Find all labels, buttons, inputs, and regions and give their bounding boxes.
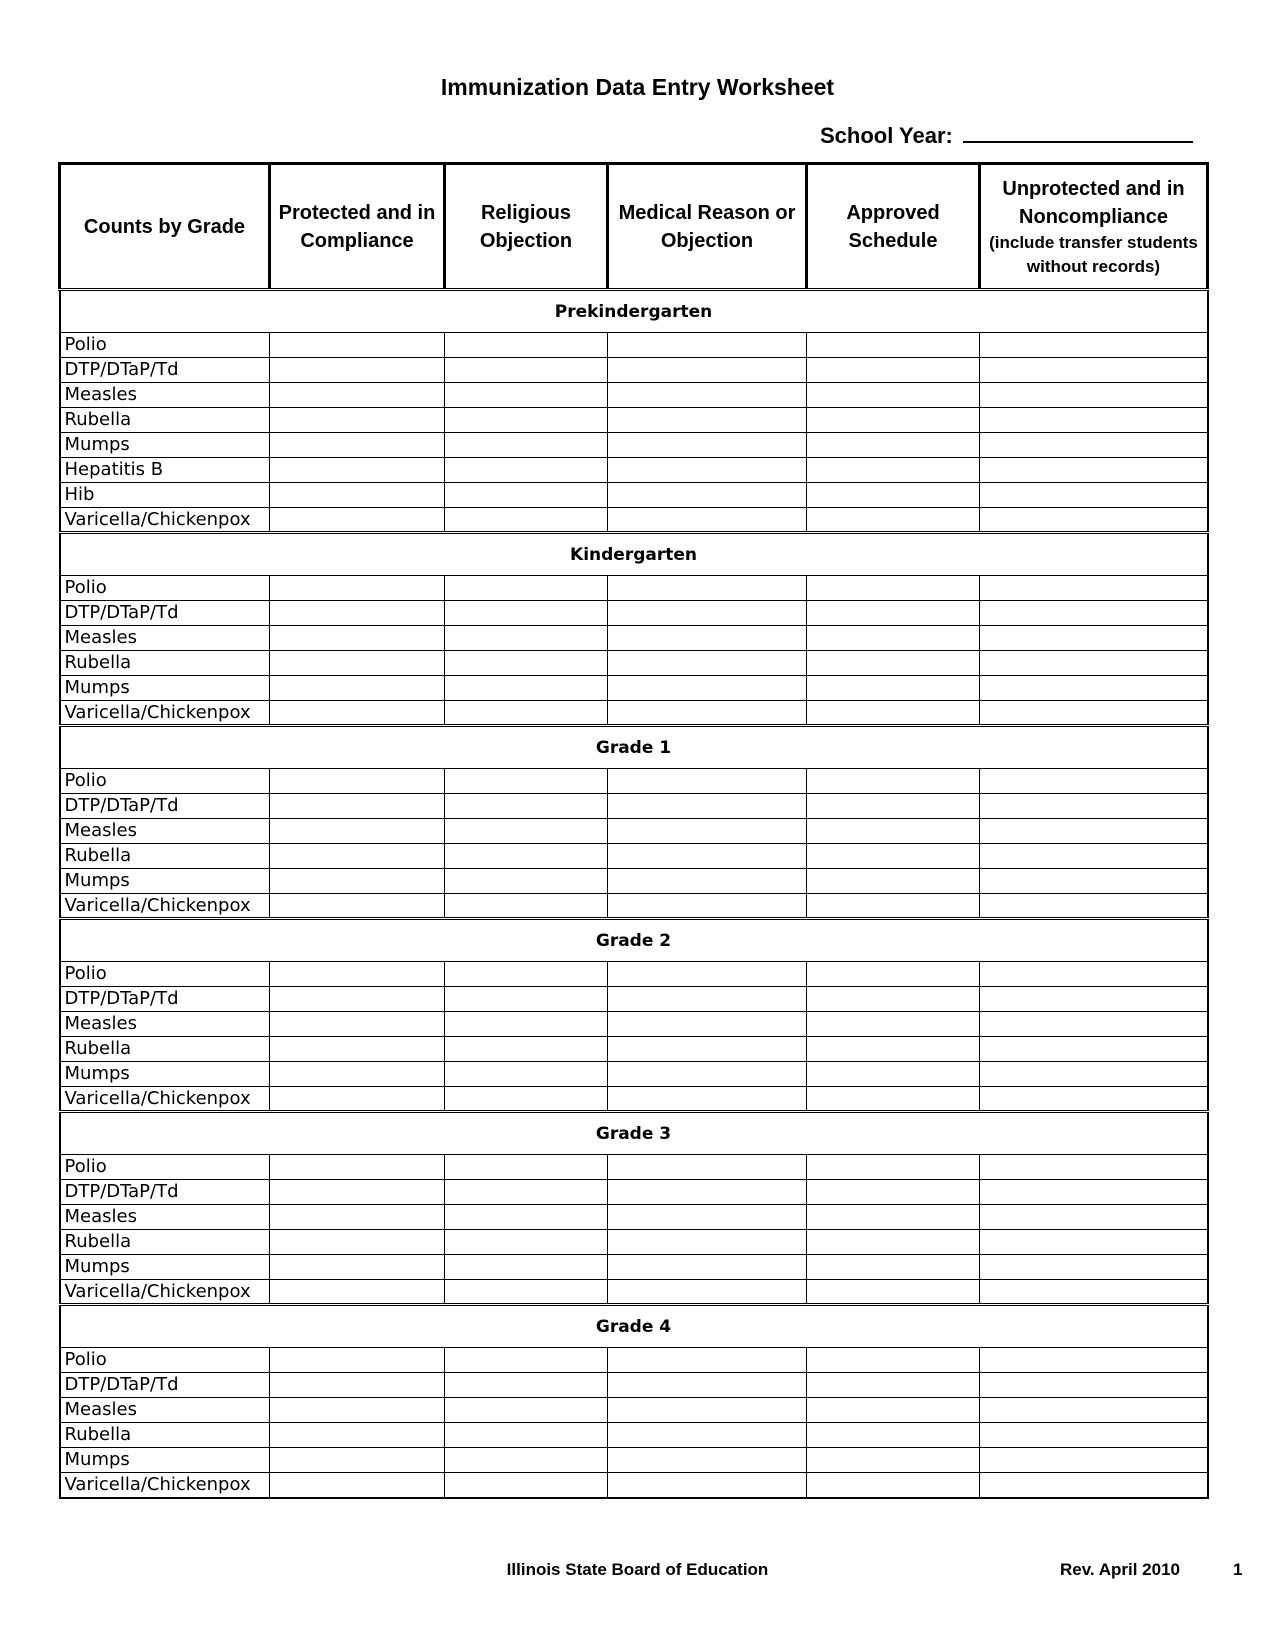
count-entry-cell[interactable] xyxy=(270,1423,445,1448)
table-row xyxy=(60,1348,1208,1373)
vaccine-label: DTP/DTaP/Td xyxy=(60,794,270,819)
count-entry-cell[interactable] xyxy=(445,358,608,383)
count-entry-cell[interactable] xyxy=(445,701,608,726)
vaccine-label: Polio xyxy=(60,1155,270,1180)
count-entry-cell[interactable] xyxy=(807,1348,980,1373)
vaccine-label: Polio xyxy=(60,962,270,987)
count-entry-cell[interactable] xyxy=(270,1255,445,1280)
count-entry-cell[interactable] xyxy=(807,483,980,508)
count-entry-cell[interactable] xyxy=(807,1398,980,1423)
vaccine-label: Varicella/Chickenpox xyxy=(60,894,270,919)
table-row xyxy=(60,794,1208,819)
table-row xyxy=(60,1280,1208,1305)
section-header-row xyxy=(60,533,1208,576)
vaccine-label: Polio xyxy=(60,333,270,358)
count-entry-cell[interactable] xyxy=(445,1280,608,1305)
school-year-blank[interactable] xyxy=(963,121,1193,143)
count-entry-cell[interactable] xyxy=(608,1155,807,1180)
count-entry-cell[interactable] xyxy=(980,1087,1208,1112)
vaccine-label: Rubella xyxy=(60,1037,270,1062)
count-entry-cell[interactable] xyxy=(807,508,980,533)
count-entry-cell[interactable] xyxy=(807,1448,980,1473)
vaccine-label: Varicella/Chickenpox xyxy=(60,1087,270,1112)
count-entry-cell[interactable] xyxy=(270,383,445,408)
count-entry-cell[interactable] xyxy=(608,987,807,1012)
table-row xyxy=(60,408,1208,433)
table-row xyxy=(60,1255,1208,1280)
table-row xyxy=(60,987,1208,1012)
count-entry-cell[interactable] xyxy=(608,1012,807,1037)
count-entry-cell[interactable] xyxy=(270,676,445,701)
vaccine-label: DTP/DTaP/Td xyxy=(60,358,270,383)
count-entry-cell[interactable] xyxy=(980,483,1208,508)
count-entry-cell[interactable] xyxy=(608,433,807,458)
vaccine-label: DTP/DTaP/Td xyxy=(60,987,270,1012)
count-entry-cell[interactable] xyxy=(445,1037,608,1062)
count-entry-cell[interactable] xyxy=(270,433,445,458)
vaccine-label: DTP/DTaP/Td xyxy=(60,601,270,626)
table-row xyxy=(60,1155,1208,1180)
table-row xyxy=(60,1398,1208,1423)
section-header-row xyxy=(60,290,1208,333)
count-entry-cell[interactable] xyxy=(807,1012,980,1037)
count-entry-cell[interactable] xyxy=(445,458,608,483)
section-title: Kindergarten xyxy=(60,533,1208,576)
count-entry-cell[interactable] xyxy=(445,1205,608,1230)
count-entry-cell[interactable] xyxy=(608,1373,807,1398)
count-entry-cell[interactable] xyxy=(270,962,445,987)
vaccine-label: Measles xyxy=(60,1012,270,1037)
count-entry-cell[interactable] xyxy=(807,794,980,819)
vaccine-label: Mumps xyxy=(60,1448,270,1473)
count-entry-cell[interactable] xyxy=(807,987,980,1012)
table-row xyxy=(60,458,1208,483)
count-entry-cell[interactable] xyxy=(980,1012,1208,1037)
count-entry-cell[interactable] xyxy=(980,894,1208,919)
section-title: Grade 3 xyxy=(60,1112,1208,1155)
count-entry-cell[interactable] xyxy=(445,819,608,844)
count-entry-cell[interactable] xyxy=(608,869,807,894)
table-row xyxy=(60,1062,1208,1087)
count-entry-cell[interactable] xyxy=(445,962,608,987)
count-entry-cell[interactable] xyxy=(445,1373,608,1398)
count-entry-cell[interactable] xyxy=(608,962,807,987)
count-entry-cell[interactable] xyxy=(980,1423,1208,1448)
count-entry-cell[interactable] xyxy=(445,1087,608,1112)
count-entry-cell[interactable] xyxy=(807,1037,980,1062)
count-entry-cell[interactable] xyxy=(807,576,980,601)
count-entry-cell[interactable] xyxy=(608,1180,807,1205)
count-entry-cell[interactable] xyxy=(608,1087,807,1112)
count-entry-cell[interactable] xyxy=(608,1037,807,1062)
vaccine-label: DTP/DTaP/Td xyxy=(60,1373,270,1398)
count-entry-cell[interactable] xyxy=(608,601,807,626)
count-entry-cell[interactable] xyxy=(270,1373,445,1398)
section-header-row xyxy=(60,919,1208,962)
table-row xyxy=(60,1423,1208,1448)
section-title: Grade 4 xyxy=(60,1305,1208,1348)
vaccine-label: Mumps xyxy=(60,676,270,701)
table-row xyxy=(60,1448,1208,1473)
count-entry-cell[interactable] xyxy=(608,1062,807,1087)
section-header-row xyxy=(60,726,1208,769)
count-entry-cell[interactable] xyxy=(445,1398,608,1423)
count-entry-cell[interactable] xyxy=(807,1255,980,1280)
table-row xyxy=(60,626,1208,651)
count-entry-cell[interactable] xyxy=(807,1473,980,1498)
table-row xyxy=(60,1037,1208,1062)
table-row xyxy=(60,1180,1208,1205)
count-entry-cell[interactable] xyxy=(807,844,980,869)
count-entry-cell[interactable] xyxy=(980,651,1208,676)
table-row xyxy=(60,769,1208,794)
count-entry-cell[interactable] xyxy=(270,358,445,383)
count-entry-cell[interactable] xyxy=(807,601,980,626)
column-header-religious: Religious Objection xyxy=(445,164,608,290)
count-entry-cell[interactable] xyxy=(807,1423,980,1448)
column-header-medical: Medical Reason or Objection xyxy=(608,164,807,290)
count-entry-cell[interactable] xyxy=(445,433,608,458)
count-entry-cell[interactable] xyxy=(807,962,980,987)
count-entry-cell[interactable] xyxy=(608,769,807,794)
count-entry-cell[interactable] xyxy=(270,894,445,919)
vaccine-label: Varicella/Chickenpox xyxy=(60,701,270,726)
count-entry-cell[interactable] xyxy=(980,769,1208,794)
count-entry-cell[interactable] xyxy=(445,1473,608,1498)
count-entry-cell[interactable] xyxy=(608,844,807,869)
count-entry-cell[interactable] xyxy=(807,769,980,794)
table-row xyxy=(60,844,1208,869)
table-row xyxy=(60,1230,1208,1255)
count-entry-cell[interactable] xyxy=(445,651,608,676)
count-entry-cell[interactable] xyxy=(270,483,445,508)
count-entry-cell[interactable] xyxy=(980,1448,1208,1473)
count-entry-cell[interactable] xyxy=(270,601,445,626)
section-title: Grade 1 xyxy=(60,726,1208,769)
count-entry-cell[interactable] xyxy=(270,1205,445,1230)
count-entry-cell[interactable] xyxy=(807,869,980,894)
column-header-unprotected-main: Unprotected and in Noncompliance xyxy=(1002,177,1185,228)
school-year-field xyxy=(820,121,1193,149)
count-entry-cell[interactable] xyxy=(980,701,1208,726)
count-entry-cell[interactable] xyxy=(608,576,807,601)
table-row xyxy=(60,1373,1208,1398)
count-entry-cell[interactable] xyxy=(807,1373,980,1398)
count-entry-cell[interactable] xyxy=(445,894,608,919)
count-entry-cell[interactable] xyxy=(608,1473,807,1498)
vaccine-label: Measles xyxy=(60,383,270,408)
count-entry-cell[interactable] xyxy=(608,333,807,358)
count-entry-cell[interactable] xyxy=(608,1398,807,1423)
count-entry-cell[interactable] xyxy=(980,1230,1208,1255)
count-entry-cell[interactable] xyxy=(270,819,445,844)
count-entry-cell[interactable] xyxy=(980,676,1208,701)
count-entry-cell[interactable] xyxy=(445,987,608,1012)
table-row xyxy=(60,576,1208,601)
count-entry-cell[interactable] xyxy=(270,333,445,358)
table-row xyxy=(60,358,1208,383)
count-entry-cell[interactable] xyxy=(445,1423,608,1448)
count-entry-cell[interactable] xyxy=(608,358,807,383)
count-entry-cell[interactable] xyxy=(980,1062,1208,1087)
count-entry-cell[interactable] xyxy=(807,819,980,844)
count-entry-cell[interactable] xyxy=(270,1473,445,1498)
count-entry-cell[interactable] xyxy=(807,383,980,408)
count-entry-cell[interactable] xyxy=(270,576,445,601)
count-entry-cell[interactable] xyxy=(445,333,608,358)
table-row xyxy=(60,894,1208,919)
vaccine-label: Polio xyxy=(60,769,270,794)
table-row xyxy=(60,819,1208,844)
count-entry-cell[interactable] xyxy=(445,794,608,819)
vaccine-label: Measles xyxy=(60,626,270,651)
count-entry-cell[interactable] xyxy=(608,1423,807,1448)
count-entry-cell[interactable] xyxy=(980,869,1208,894)
vaccine-label: Hib xyxy=(60,483,270,508)
count-entry-cell[interactable] xyxy=(445,601,608,626)
count-entry-cell[interactable] xyxy=(980,1373,1208,1398)
count-entry-cell[interactable] xyxy=(445,769,608,794)
school-year-label: School Year: xyxy=(820,123,953,148)
vaccine-label: Rubella xyxy=(60,651,270,676)
count-entry-cell[interactable] xyxy=(270,794,445,819)
table-row xyxy=(60,701,1208,726)
count-entry-cell[interactable] xyxy=(980,626,1208,651)
count-entry-cell[interactable] xyxy=(445,383,608,408)
count-entry-cell[interactable] xyxy=(445,1155,608,1180)
count-entry-cell[interactable] xyxy=(807,358,980,383)
count-entry-cell[interactable] xyxy=(980,1398,1208,1423)
count-entry-cell[interactable] xyxy=(807,1230,980,1255)
count-entry-cell[interactable] xyxy=(807,676,980,701)
count-entry-cell[interactable] xyxy=(980,458,1208,483)
vaccine-label: Rubella xyxy=(60,408,270,433)
count-entry-cell[interactable] xyxy=(445,508,608,533)
count-entry-cell[interactable] xyxy=(608,1448,807,1473)
count-entry-cell[interactable] xyxy=(608,1205,807,1230)
count-entry-cell[interactable] xyxy=(980,819,1208,844)
count-entry-cell[interactable] xyxy=(270,869,445,894)
count-entry-cell[interactable] xyxy=(270,1230,445,1255)
count-entry-cell[interactable] xyxy=(980,1205,1208,1230)
count-entry-cell[interactable] xyxy=(980,1280,1208,1305)
vaccine-label: DTP/DTaP/Td xyxy=(60,1180,270,1205)
count-entry-cell[interactable] xyxy=(445,844,608,869)
count-entry-cell[interactable] xyxy=(270,1180,445,1205)
count-entry-cell[interactable] xyxy=(807,1155,980,1180)
count-entry-cell[interactable] xyxy=(445,1230,608,1255)
count-entry-cell[interactable] xyxy=(807,894,980,919)
count-entry-cell[interactable] xyxy=(980,433,1208,458)
count-entry-cell[interactable] xyxy=(608,626,807,651)
table-row xyxy=(60,383,1208,408)
count-entry-cell[interactable] xyxy=(270,701,445,726)
count-entry-cell[interactable] xyxy=(445,626,608,651)
footer-revision: Rev. April 2010 xyxy=(1060,1560,1181,1579)
vaccine-label: Measles xyxy=(60,1205,270,1230)
count-entry-cell[interactable] xyxy=(270,1012,445,1037)
vaccine-label: Rubella xyxy=(60,1230,270,1255)
count-entry-cell[interactable] xyxy=(608,894,807,919)
vaccine-label: Varicella/Chickenpox xyxy=(60,508,270,533)
table-row xyxy=(60,962,1208,987)
section-header-row xyxy=(60,1305,1208,1348)
count-entry-cell[interactable] xyxy=(270,651,445,676)
count-entry-cell[interactable] xyxy=(608,676,807,701)
count-entry-cell[interactable] xyxy=(807,333,980,358)
count-entry-cell[interactable] xyxy=(608,701,807,726)
table-row xyxy=(60,1087,1208,1112)
count-entry-cell[interactable] xyxy=(980,408,1208,433)
count-entry-cell[interactable] xyxy=(445,1255,608,1280)
count-entry-cell[interactable] xyxy=(980,1473,1208,1498)
count-entry-cell[interactable] xyxy=(807,1180,980,1205)
section-header-row xyxy=(60,1112,1208,1155)
count-entry-cell[interactable] xyxy=(807,1280,980,1305)
count-entry-cell[interactable] xyxy=(980,576,1208,601)
count-entry-cell[interactable] xyxy=(445,408,608,433)
count-entry-cell[interactable] xyxy=(980,794,1208,819)
table-row xyxy=(60,483,1208,508)
vaccine-label: Rubella xyxy=(60,1423,270,1448)
vaccine-label: Varicella/Chickenpox xyxy=(60,1280,270,1305)
count-entry-cell[interactable] xyxy=(270,408,445,433)
count-entry-cell[interactable] xyxy=(270,1348,445,1373)
count-entry-cell[interactable] xyxy=(608,1280,807,1305)
count-entry-cell[interactable] xyxy=(270,1037,445,1062)
count-entry-cell[interactable] xyxy=(445,676,608,701)
count-entry-cell[interactable] xyxy=(445,869,608,894)
count-entry-cell[interactable] xyxy=(270,508,445,533)
count-entry-cell[interactable] xyxy=(445,1348,608,1373)
vaccine-label: Mumps xyxy=(60,433,270,458)
vaccine-label: Mumps xyxy=(60,1062,270,1087)
count-entry-cell[interactable] xyxy=(980,962,1208,987)
count-entry-cell[interactable] xyxy=(807,1062,980,1087)
footer-page-number: 1 xyxy=(1233,1560,1243,1579)
vaccine-label: Measles xyxy=(60,1398,270,1423)
count-entry-cell[interactable] xyxy=(807,408,980,433)
count-entry-cell[interactable] xyxy=(807,433,980,458)
count-entry-cell[interactable] xyxy=(445,1448,608,1473)
table-row xyxy=(60,1473,1208,1498)
count-entry-cell[interactable] xyxy=(980,358,1208,383)
column-header-approved-schedule: Approved Schedule xyxy=(807,164,980,290)
section-title: Prekindergarten xyxy=(60,290,1208,333)
count-entry-cell[interactable] xyxy=(608,819,807,844)
table-row xyxy=(60,869,1208,894)
count-entry-cell[interactable] xyxy=(608,508,807,533)
count-entry-cell[interactable] xyxy=(980,1037,1208,1062)
vaccine-label: Polio xyxy=(60,576,270,601)
count-entry-cell[interactable] xyxy=(980,1155,1208,1180)
count-entry-cell[interactable] xyxy=(807,458,980,483)
table-row xyxy=(60,433,1208,458)
count-entry-cell[interactable] xyxy=(270,987,445,1012)
column-header-counts-by-grade: Counts by Grade xyxy=(60,164,270,290)
count-entry-cell[interactable] xyxy=(608,1255,807,1280)
count-entry-cell[interactable] xyxy=(608,383,807,408)
count-entry-cell[interactable] xyxy=(980,987,1208,1012)
footer-organization: Illinois State Board of Education xyxy=(506,1560,769,1579)
count-entry-cell[interactable] xyxy=(980,1255,1208,1280)
count-entry-cell[interactable] xyxy=(980,844,1208,869)
count-entry-cell[interactable] xyxy=(608,408,807,433)
count-entry-cell[interactable] xyxy=(807,651,980,676)
vaccine-label: Polio xyxy=(60,1348,270,1373)
count-entry-cell[interactable] xyxy=(270,1062,445,1087)
table-row xyxy=(60,508,1208,533)
count-entry-cell[interactable] xyxy=(608,651,807,676)
count-entry-cell[interactable] xyxy=(807,626,980,651)
count-entry-cell[interactable] xyxy=(445,483,608,508)
count-entry-cell[interactable] xyxy=(608,483,807,508)
count-entry-cell[interactable] xyxy=(270,1280,445,1305)
count-entry-cell[interactable] xyxy=(270,626,445,651)
column-header-unprotected-note: (include transfer students without records) xyxy=(989,232,1198,276)
table-row xyxy=(60,333,1208,358)
count-entry-cell[interactable] xyxy=(807,701,980,726)
count-entry-cell[interactable] xyxy=(445,1180,608,1205)
count-entry-cell[interactable] xyxy=(270,1448,445,1473)
vaccine-label: Mumps xyxy=(60,869,270,894)
page-title: Immunization Data Entry Worksheet xyxy=(440,74,835,100)
count-entry-cell[interactable] xyxy=(270,458,445,483)
vaccine-label: Measles xyxy=(60,819,270,844)
count-entry-cell[interactable] xyxy=(445,1012,608,1037)
table-row xyxy=(60,651,1208,676)
section-title: Grade 2 xyxy=(60,919,1208,962)
count-entry-cell[interactable] xyxy=(270,844,445,869)
count-entry-cell[interactable] xyxy=(608,458,807,483)
count-entry-cell[interactable] xyxy=(980,508,1208,533)
count-entry-cell[interactable] xyxy=(270,769,445,794)
table-row xyxy=(60,1205,1208,1230)
table-row xyxy=(60,601,1208,626)
count-entry-cell[interactable] xyxy=(980,383,1208,408)
count-entry-cell[interactable] xyxy=(270,1155,445,1180)
count-entry-cell[interactable] xyxy=(807,1087,980,1112)
count-entry-cell[interactable] xyxy=(980,1348,1208,1373)
count-entry-cell[interactable] xyxy=(608,1230,807,1255)
count-entry-cell[interactable] xyxy=(807,1205,980,1230)
table-body xyxy=(60,290,1208,1498)
count-entry-cell[interactable] xyxy=(445,1062,608,1087)
vaccine-label: Rubella xyxy=(60,844,270,869)
vaccine-label: Mumps xyxy=(60,1255,270,1280)
count-entry-cell[interactable] xyxy=(270,1087,445,1112)
immunization-table xyxy=(58,162,1209,1499)
count-entry-cell[interactable] xyxy=(608,794,807,819)
table-row xyxy=(60,676,1208,701)
count-entry-cell[interactable] xyxy=(608,1348,807,1373)
vaccine-label: Varicella/Chickenpox xyxy=(60,1473,270,1498)
header-row xyxy=(60,164,1208,290)
count-entry-cell[interactable] xyxy=(980,333,1208,358)
count-entry-cell[interactable] xyxy=(980,1180,1208,1205)
vaccine-label: Hepatitis B xyxy=(60,458,270,483)
count-entry-cell[interactable] xyxy=(270,1398,445,1423)
count-entry-cell[interactable] xyxy=(980,601,1208,626)
column-header-protected: Protected and in Compliance xyxy=(270,164,445,290)
table-row xyxy=(60,1012,1208,1037)
count-entry-cell[interactable] xyxy=(445,576,608,601)
column-header-unprotected xyxy=(980,164,1208,290)
